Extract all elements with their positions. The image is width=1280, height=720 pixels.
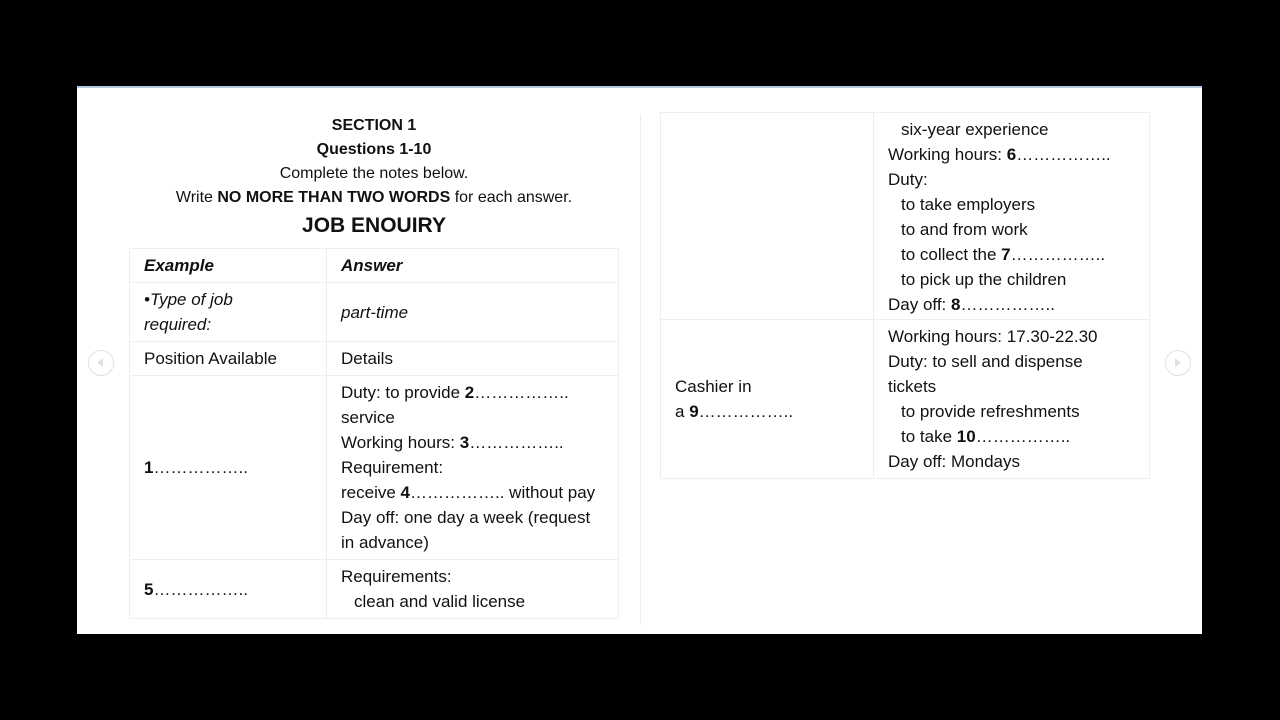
question-number: 2 (464, 383, 475, 402)
answer-blank-2[interactable]: …………….. (474, 383, 569, 402)
text: receive (341, 483, 401, 502)
page-divider (640, 114, 641, 625)
table-row (130, 560, 619, 619)
column-header-details: Details (327, 342, 619, 376)
text-line (888, 292, 1135, 317)
text-line: Cashier in (675, 377, 752, 396)
text: to collect the (901, 245, 1002, 264)
example-answer: part-time (327, 283, 619, 342)
text-line: Day off: Mondays (888, 452, 1020, 471)
text-line: to and from work (901, 220, 1028, 239)
answer-blank-6[interactable]: …………….. (1016, 145, 1111, 164)
job-table-left (129, 248, 619, 619)
text: Working hours: (888, 145, 1007, 164)
instruction-1: Complete the notes below. (279, 165, 469, 182)
instruction-text: for each answer. (450, 189, 573, 206)
table-row (130, 283, 619, 342)
text: to take (901, 427, 957, 446)
text-line: required: (144, 315, 212, 334)
answer-blank-5[interactable] (130, 560, 327, 619)
table-row (130, 376, 619, 560)
question-number: 10 (956, 427, 976, 446)
text: Duty: to provide (341, 383, 465, 402)
left-column (129, 88, 619, 619)
text-line (888, 242, 1135, 267)
position-cell (661, 320, 874, 479)
text-line: Requirement: (341, 458, 444, 477)
instruction-2 (129, 186, 619, 210)
answer-blank-3[interactable]: …………….. (469, 433, 564, 452)
table-row (661, 320, 1150, 479)
header (129, 88, 619, 242)
text: a (675, 402, 690, 421)
questions-heading: Questions 1-10 (316, 141, 432, 158)
example-header: Example (130, 249, 327, 283)
question-number: 8 (951, 295, 961, 314)
text-line: clean and valid license (354, 592, 526, 611)
details-cell (874, 113, 1150, 320)
answer-blank-1[interactable] (130, 376, 327, 560)
answer-blank-7[interactable]: …………….. (1010, 245, 1106, 264)
position-cell-empty (661, 113, 874, 320)
table-row (130, 342, 619, 376)
text-line (888, 142, 1135, 167)
text: without pay (504, 483, 596, 502)
text-line (341, 430, 604, 455)
column-header-position: Position Available (130, 342, 327, 376)
text-line: Day off: one day a week (request (341, 508, 591, 527)
details-cell (327, 560, 619, 619)
question-number: 5 (144, 579, 154, 599)
text-line: Working hours: 17.30-22.30 (888, 327, 1098, 346)
section-heading: SECTION 1 (331, 117, 417, 134)
text-line: six-year experience (901, 120, 1049, 139)
question-number: 6 (1006, 145, 1017, 164)
question-number: 4 (400, 483, 410, 502)
text-line: to provide refreshments (901, 402, 1080, 421)
page-title: JOB ENOUIRY (302, 214, 446, 237)
text-line: to pick up the children (901, 270, 1067, 289)
text-line (675, 399, 859, 424)
question-number: 1 (144, 458, 154, 477)
details-cell (327, 376, 619, 560)
table-row (661, 113, 1150, 320)
text-line: Duty: to sell and dispense tickets (888, 352, 1083, 396)
example-question (130, 283, 327, 342)
text-line: Duty: (888, 170, 928, 189)
text-line: Requirements: (341, 567, 452, 586)
right-column (660, 112, 1150, 479)
answer-header: Answer (327, 249, 619, 283)
chevron-left-icon (89, 351, 112, 374)
blank: …………….. (153, 579, 248, 599)
text-line (341, 380, 604, 405)
next-page-button[interactable] (1165, 350, 1191, 376)
text-line (888, 424, 1135, 449)
question-number: 7 (1001, 245, 1011, 264)
text-line: to take employers (901, 195, 1036, 214)
job-table-right (660, 112, 1150, 479)
question-number: 3 (459, 433, 470, 452)
answer-blank-10[interactable]: …………….. (975, 427, 1071, 446)
text-line: •Type of job (144, 290, 233, 309)
text: Day off: (888, 295, 951, 314)
prev-page-button[interactable] (88, 350, 114, 376)
table-row (130, 249, 619, 283)
text-line (341, 480, 604, 505)
instruction-text: Write (175, 189, 218, 206)
answer-blank-4[interactable]: …………….. (410, 483, 505, 502)
question-number: 9 (689, 402, 699, 421)
instruction-bold: NO MORE THAN TWO WORDS (217, 189, 451, 206)
text-line: service (341, 408, 395, 427)
text: Working hours: (341, 433, 460, 452)
blank: …………….. (153, 458, 248, 477)
answer-blank-9[interactable]: …………….. (698, 402, 794, 421)
answer-blank-8[interactable]: …………….. (960, 295, 1055, 314)
details-cell (874, 320, 1150, 479)
chevron-right-icon (1166, 351, 1189, 374)
text-line: in advance) (341, 533, 429, 552)
document-page (77, 86, 1202, 634)
